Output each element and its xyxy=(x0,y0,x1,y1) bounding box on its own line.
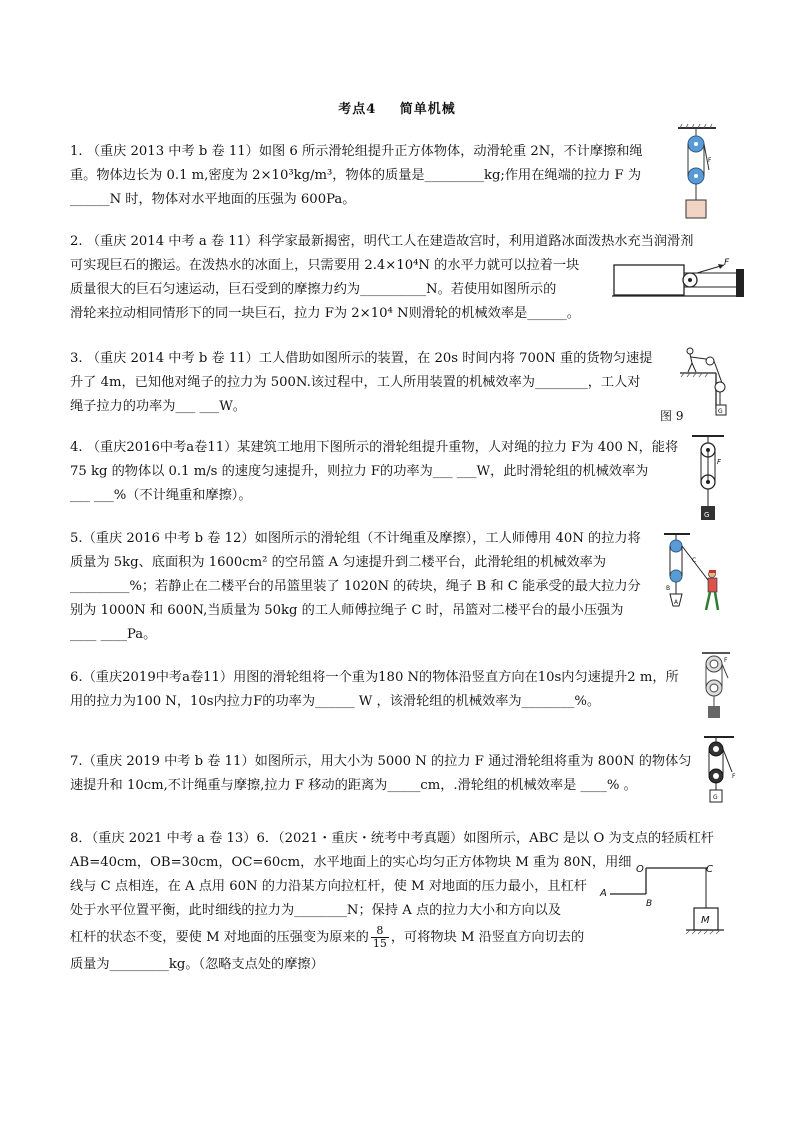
figure-pulley-block-1 xyxy=(676,124,720,222)
question-1 xyxy=(70,140,643,212)
question-line: _________%；若静止在二楼平台的吊篮里装了 1020N 的砖块，绳子 B 和 C 能承受的最大拉力分 xyxy=(70,579,641,594)
page-title: 考点4 简单机械 xyxy=(338,102,456,117)
basket-label: A xyxy=(674,599,679,606)
point-label: O xyxy=(636,864,644,875)
question-line: 质量为_________kg。（忽略支点处的摩擦） xyxy=(70,957,324,972)
question-3 xyxy=(70,347,652,419)
question-line: 绳子拉力的功率为___ ___W。 xyxy=(70,399,246,414)
question-line: ____ ____Pa。 xyxy=(70,627,157,642)
question-line: 速提升和 10cm,不计绳重与摩擦,拉力 F 移动的距离为_____cm，.滑轮组的机械效率是 ____% 。 xyxy=(70,778,637,793)
weight-label: G xyxy=(704,511,710,519)
question-5 xyxy=(70,527,641,647)
question-line: 用的拉力为100 N，10s内拉力F的功率为______ W ，该滑轮组的机械效率为________%。 xyxy=(70,694,601,709)
weight-label: G xyxy=(718,408,723,415)
fraction-denominator: 15 xyxy=(372,937,387,950)
figure-pulley-block-6 xyxy=(700,650,732,722)
weight-label: G xyxy=(713,794,718,801)
fraction xyxy=(371,925,389,950)
force-label: F xyxy=(724,258,730,268)
point-label: B xyxy=(646,899,653,909)
question-4 xyxy=(70,436,678,508)
fraction-numerator: 8 xyxy=(371,925,389,938)
question-line: 质量很大的巨石匀速运动，巨石受到的摩擦力约为__________N。若使用如图所示的 xyxy=(70,282,557,297)
question-line: 5.（重庆 2016 中考 b 卷 12）如图所示的滑轮组（不计绳重及摩擦），工人师傅用 40N 的拉力将 xyxy=(70,531,641,546)
block-label: M xyxy=(701,915,710,926)
question-line: 可实现巨石的搬运。在泼热水的冰面上，只需要用 2.4×10⁴N 的水平力就可以拉着一块 xyxy=(70,258,580,273)
force-label: F xyxy=(724,657,728,664)
question-line: 处于水平位置平衡，此时细线的拉力为________N；保持 A 点的拉力大小和方向以及 xyxy=(70,903,562,918)
question-line: 升了 4m，已知他对绳子的拉力为 500N.该过程中，工人所用装置的机械效率为________，工人对 xyxy=(70,375,641,390)
question-line: 重。物体边长为 0.1 m,密度为 2×10³kg/m³，物体的质量是_________kg;作用在绳端的拉力 F 为 xyxy=(70,168,642,183)
question-line: ______N 时，物体对水平地面的压强为 600Pa。 xyxy=(70,192,356,207)
question-line: 线与 C 点相连，在 A 点用 60N 的力沿某方向拉杠杆，使 M 对地面的压力最小，且杠杆 xyxy=(70,879,587,894)
question-line: 1. （重庆 2013 中考 b 卷 11）如图 6 所示滑轮组提升正方体物体，动滑轮重 2N，不计摩擦和绳 xyxy=(70,144,643,159)
question-line: 滑轮来拉动相同情形下的同一块巨石，拉力 F为 2×10⁴ N则滑轮的机械效率是______。 xyxy=(70,306,580,321)
question-7 xyxy=(70,750,691,798)
rope-label: C xyxy=(692,557,697,564)
rope-label: B xyxy=(666,585,671,592)
question-line: 2. （重庆 2014 中考 a 卷 11）科学家最新揭密，明代工人在建造故宫时，利用道路冰面泼热水充当润滑剂 xyxy=(70,234,694,249)
question-2 xyxy=(70,230,693,326)
question-line: AB=40cm，OB=30cm，OC=60cm，水平地面上的实心均匀正方体物块 M 重为 80N，用细 xyxy=(70,855,632,870)
figure-stone-pulley xyxy=(612,255,752,303)
figure-pulley-block-4 xyxy=(690,432,726,524)
question-line: 7.（重庆 2019 中考 b 卷 11）如图所示，用大小为 5000 N 的拉力 F 通过滑轮组将重为 800N 的物体匀 xyxy=(70,754,692,769)
question-line: 3. （重庆 2014 中考 b 卷 11）工人借助如图所示的装置，在 20s 时间内将 700N 重的货物匀速提 xyxy=(70,351,653,366)
figure-pulley-block-7 xyxy=(702,734,738,806)
question-6 xyxy=(70,666,679,714)
question-line: 75 kg 的物体以 0.1 m/s 的速度匀速提升，则拉力 F的功率为___ ___W，此时滑轮组的机械效率为 xyxy=(70,464,649,479)
force-label: F xyxy=(717,458,722,466)
question-text: ，可将物块 M 沿竖直方向切去的 xyxy=(390,930,585,945)
force-label: F xyxy=(708,157,712,164)
figure-basket-worker xyxy=(664,530,734,624)
question-line: 4. （重庆2016中考a卷11）某建筑工地用下图所示的滑轮组提升重物，人对绳的拉力 F为 400 N，能将 xyxy=(70,440,679,455)
figure-lever xyxy=(596,856,732,936)
question-line: 8．（重庆 2021 中考 a 卷 13）6．（2021・重庆・统考中考真题）如图所示，ABC 是以 O 为支点的轻质杠杆 xyxy=(70,831,714,846)
force-label: F xyxy=(732,773,736,780)
point-label: C xyxy=(706,864,713,875)
figure-worker-platform xyxy=(676,345,746,427)
figure-caption: 图 9 xyxy=(660,409,684,423)
question-line: ___ ___%（不计绳重和摩擦）。 xyxy=(70,488,252,503)
question-line: 别为 1000N 和 600N,当质量为 50kg 的工人师傅拉绳子 C 时，吊篮对二楼平台的最小压强为 xyxy=(70,603,624,618)
point-label: A xyxy=(600,888,607,899)
question-line: 质量为 5kg、底面积为 1600cm² 的空吊篮 A 匀速提升到二楼平台，此滑轮组的机械效率为 xyxy=(70,555,607,570)
question-text: 杠杆的状态不变，要使 M 对地面的压强变为原来的 xyxy=(70,930,369,945)
question-line: 6.（重庆2019中考a卷11）用图的滑轮组将一个重为180 N的物体沿竖直方向在10s内匀速提升2 m，所 xyxy=(70,670,679,685)
